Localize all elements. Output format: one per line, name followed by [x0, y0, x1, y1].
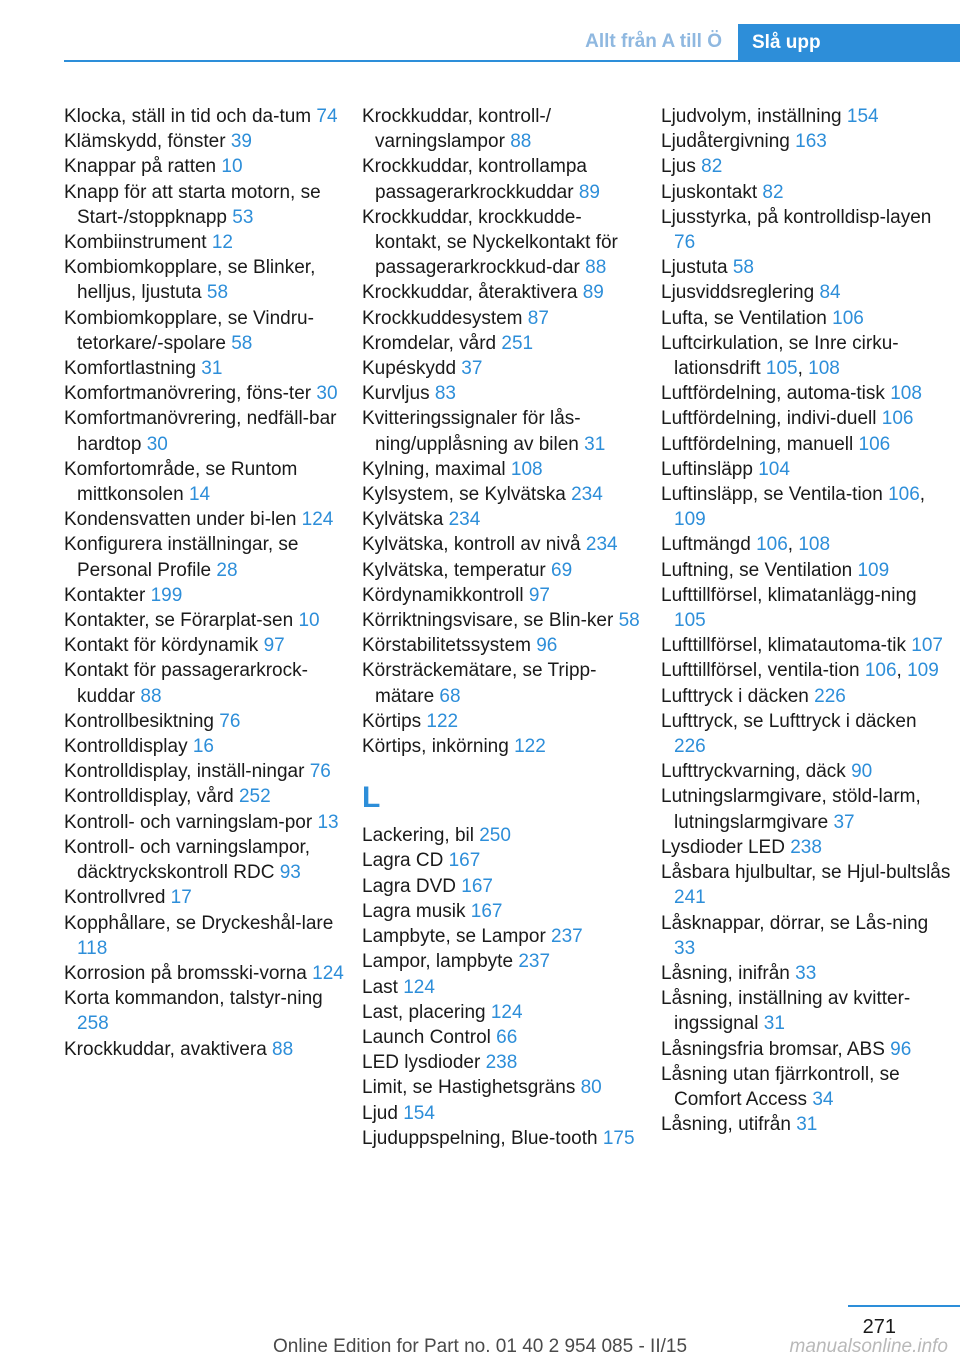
index-entry: [661, 911, 951, 961]
index-entry: [64, 154, 344, 179]
page-link[interactable]: 33: [674, 937, 696, 959]
index-entry: [661, 255, 951, 280]
page-link[interactable]: 69: [551, 559, 573, 581]
index-entry: [661, 331, 951, 381]
section-tab[interactable]: Allt från A till Ö: [564, 24, 734, 60]
edition-text: Online Edition for Part no. 01 40 2 954 085 - II/15: [272, 1336, 688, 1357]
page-link[interactable]: 252: [238, 786, 271, 808]
page-link[interactable]: 109: [674, 509, 706, 531]
index-term: Komfortområde, se Runtom mittkonsolen: [64, 458, 298, 506]
page-separator: ,: [896, 660, 908, 682]
index-entry: [64, 810, 344, 835]
index-entry: [661, 684, 951, 709]
index-entry: [362, 154, 644, 204]
page-link[interactable]: 88: [510, 131, 532, 153]
page-link[interactable]: 109: [907, 660, 939, 682]
page-link[interactable]: 82: [701, 156, 723, 178]
index-term: Ljudåtergivning: [661, 131, 790, 153]
index-term: Luftinsläpp, se Ventila-tion: [661, 484, 883, 506]
index-term: Krockkuddar, kontroll-/ varningslampor: [362, 106, 552, 153]
index-term: Ljud: [362, 1102, 398, 1124]
index-entry: [64, 759, 344, 784]
page-link[interactable]: 97: [263, 635, 285, 657]
index-term: Knapp för att starta motorn, se Start-/stoppknapp: [64, 181, 321, 228]
index-term: Kombiinstrument: [64, 232, 207, 254]
index-entry: [661, 482, 951, 532]
index-entry: [64, 104, 344, 129]
index-term: Lagra DVD: [362, 875, 456, 897]
page-link[interactable]: 14: [188, 484, 211, 506]
page-link[interactable]: 31: [584, 433, 606, 455]
page-link[interactable]: 154: [403, 1102, 435, 1124]
page-link[interactable]: 226: [814, 685, 846, 707]
index-term: LED lysdioder: [362, 1052, 481, 1074]
index-entry: [64, 885, 344, 910]
index-term: Ljusviddsreglering: [661, 282, 815, 304]
page-link[interactable]: 167: [461, 875, 493, 897]
index-entry: [661, 583, 951, 633]
page-link[interactable]: 108: [798, 534, 831, 556]
index-entry: [362, 583, 644, 608]
index-entry: [661, 406, 951, 431]
page-link[interactable]: 17: [170, 887, 192, 909]
page-link[interactable]: 106: [864, 660, 897, 682]
index-term: Kombiomkopplare, se Blinker, helljus, ljustuta: [64, 257, 316, 304]
index-term: Ljuskontakt: [661, 181, 758, 203]
page-number: 271: [862, 1316, 896, 1338]
page-link[interactable]: 96: [890, 1038, 912, 1060]
page-link[interactable]: 12: [211, 232, 233, 254]
index-entry: [64, 406, 344, 456]
index-entry: [64, 734, 344, 759]
index-term: Krockkuddesystem: [362, 307, 523, 329]
index-term: Lufttillförsel, klimatautoma-tik: [661, 635, 906, 657]
index-entry: [362, 924, 644, 949]
index-term: Kontrolldisplay, vård: [64, 786, 234, 808]
index-term: Ljustuta: [661, 257, 728, 279]
index-term: Kontrollvred: [64, 887, 166, 909]
index-entry: [661, 280, 951, 305]
index-entry: [64, 457, 344, 507]
page-link[interactable]: 106: [881, 408, 914, 430]
page-link[interactable]: 124: [490, 1001, 523, 1023]
index-term: Ljudvolym, inställning: [661, 106, 842, 127]
index-term: Kombiomkopplare, se Vindru-tetorkare/-spolare: [64, 307, 314, 354]
index-entry: [362, 734, 644, 759]
index-term: Låsning, inifrån: [661, 962, 790, 984]
index-term: Lufttillförsel, klimatanlägg-ning: [661, 584, 917, 606]
index-entry: [661, 759, 951, 784]
page-link[interactable]: 66: [496, 1026, 518, 1048]
page-link[interactable]: 31: [763, 1013, 785, 1035]
index-entry: [661, 658, 951, 683]
index-entry: [661, 961, 951, 986]
index-entry: [64, 255, 344, 305]
page-link[interactable]: 167: [448, 850, 481, 872]
page-link[interactable]: 251: [501, 332, 534, 354]
index-entry: [661, 1062, 951, 1112]
footer-rule: [848, 1305, 960, 1307]
index-entry: [661, 154, 951, 179]
index-entry: [362, 457, 644, 482]
index-entry: [362, 507, 644, 532]
page-link[interactable]: 237: [551, 926, 583, 948]
index-term: Körriktningsvisare, se Blin-ker: [362, 610, 614, 632]
index-term: Konfigurera inställningar, se Personal Profile: [64, 534, 299, 581]
index-entry: [362, 1101, 644, 1126]
page-link[interactable]: 167: [470, 900, 503, 922]
index-term: Kontakter, se Förarplat-sen: [64, 610, 294, 632]
index-entry: [64, 986, 344, 1036]
index-term: Kylsystem, se Kylvätska: [362, 484, 566, 506]
index-term: Komfortmanövrering, föns-ter: [64, 383, 312, 405]
page-link[interactable]: 124: [312, 962, 344, 984]
page-link[interactable]: 83: [434, 383, 456, 405]
index-entry: [362, 823, 644, 848]
index-term: Körtips: [362, 710, 422, 732]
index-term: Körtips, inkörning: [362, 736, 509, 758]
index-term: Kupéskydd: [362, 358, 457, 380]
index-term: Kontakt för kördynamik: [64, 635, 259, 657]
page-link[interactable]: 199: [150, 584, 183, 606]
lookup-tab[interactable]: Slå upp: [738, 24, 960, 62]
page-link[interactable]: 124: [403, 976, 435, 998]
index-term: Lufttillförsel, ventila-tion: [661, 660, 860, 682]
page-separator: ,: [787, 534, 799, 556]
index-entry: [661, 306, 951, 331]
index-entry: [362, 205, 644, 281]
page-link[interactable]: 89: [582, 282, 604, 304]
page-link[interactable]: 28: [216, 559, 238, 581]
index-term: Korta kommandon, talstyr-ning: [64, 988, 323, 1010]
page-link[interactable]: 80: [580, 1077, 602, 1099]
index-entry: [64, 532, 344, 582]
index-entry: [362, 482, 644, 507]
index-term: Låsning utan fjärrkontroll, se Comfort Access: [661, 1063, 900, 1110]
page-link[interactable]: 122: [514, 736, 546, 758]
index-term: Launch Control: [362, 1026, 491, 1048]
index-term: Luftning, se Ventilation: [661, 559, 853, 581]
index-term: Lutningslarmgivare, stöld-larm, lutningslarmgivare: [661, 786, 921, 833]
index-entry: [661, 432, 951, 457]
index-entry: [362, 608, 644, 633]
index-term: Luftfördelning, manuell: [661, 433, 854, 455]
index-entry: [362, 874, 644, 899]
page-link[interactable]: 76: [309, 761, 331, 783]
index-entry: [661, 180, 951, 205]
index-column-3: [661, 104, 951, 1137]
index-entry: [661, 1037, 951, 1062]
page-link[interactable]: 16: [192, 736, 214, 758]
index-term: Luftfördelning, automa-tisk: [661, 383, 885, 405]
index-term: Lackering, bil: [362, 825, 474, 847]
index-term: Kontroll- och varningslam-por: [64, 811, 313, 833]
index-entry: [64, 230, 344, 255]
index-term: Körstabilitetssystem: [362, 635, 531, 657]
index-entry: [661, 558, 951, 583]
page-link[interactable]: 258: [77, 1013, 109, 1035]
page-link[interactable]: 88: [140, 685, 162, 707]
index-term: Luftmängd: [661, 534, 751, 556]
page-separator: ,: [919, 484, 926, 506]
page-link[interactable]: 33: [795, 962, 817, 984]
index-term: Limit, se Hastighetsgräns: [362, 1077, 576, 1099]
index-entry: [64, 507, 344, 532]
page-link[interactable]: 122: [426, 710, 459, 732]
page-link[interactable]: 106: [832, 307, 864, 329]
index-entry: [661, 457, 951, 482]
index-term: Kylvätska: [362, 509, 444, 531]
page-link[interactable]: 154: [846, 106, 879, 127]
page-link[interactable]: 82: [762, 181, 784, 203]
index-entry: [661, 835, 951, 860]
index-term: Komfortlastning: [64, 358, 197, 380]
index-term: Knappar på ratten: [64, 156, 217, 178]
page-link[interactable]: 10: [221, 156, 243, 178]
index-entry: [362, 709, 644, 734]
page-link[interactable]: 108: [510, 458, 543, 480]
index-term: Klocka, ställ in tid och da-tum: [64, 106, 312, 127]
index-term: Last: [362, 976, 398, 998]
index-column-1: [64, 104, 344, 1062]
page-link[interactable]: 226: [674, 736, 706, 758]
index-term: Kontrolldisplay, inställ-ningar: [64, 761, 305, 783]
page-link[interactable]: 234: [571, 484, 603, 506]
index-term: Körsträckemätare, se Tripp-mätare: [362, 660, 597, 707]
index-entry: [362, 406, 644, 456]
page-link[interactable]: 88: [585, 257, 607, 279]
page-link[interactable]: 97: [528, 584, 550, 606]
page-link[interactable]: 84: [819, 282, 841, 304]
index-entry: [362, 848, 644, 873]
page-link[interactable]: 93: [279, 862, 301, 884]
page-link[interactable]: 87: [527, 307, 549, 329]
index-entry: [661, 104, 951, 129]
index-entry: [64, 129, 344, 154]
index-entry: [362, 104, 644, 154]
page-link[interactable]: 96: [536, 635, 558, 657]
index-entry: [362, 1000, 644, 1025]
watermark: manualsonline.info: [789, 1336, 948, 1357]
page-link[interactable]: 37: [833, 811, 855, 833]
index-term: Ljuduppspelning, Blue-tooth: [362, 1127, 598, 1149]
page-link[interactable]: 30: [146, 433, 168, 455]
index-term: Låsknappar, dörrar, se Lås-ning: [661, 912, 929, 934]
index-entry: [362, 356, 644, 381]
page-link[interactable]: 34: [812, 1088, 834, 1110]
index-term: Klämskydd, fönster: [64, 131, 226, 153]
index-entry: [362, 1075, 644, 1100]
index-term: Kromdelar, vård: [362, 332, 497, 354]
page-link[interactable]: 250: [479, 825, 511, 847]
index-term: Kopphållare, se Dryckeshål-lare: [64, 912, 334, 934]
index-entry: [661, 633, 951, 658]
page-link[interactable]: 105: [674, 610, 706, 632]
page-link[interactable]: 58: [206, 282, 229, 304]
page-link[interactable]: 31: [796, 1114, 818, 1136]
index-term: Lufta, se Ventilation: [661, 307, 827, 329]
page-link[interactable]: 10: [298, 610, 320, 632]
page-link[interactable]: 74: [316, 106, 338, 127]
page-link[interactable]: 124: [301, 509, 334, 531]
index-entry: [661, 709, 951, 759]
index-entry: [661, 1112, 951, 1137]
index-term: Kördynamikkontroll: [362, 584, 524, 606]
index-term: Lampor, lampbyte: [362, 951, 514, 973]
index-term: Kondensvatten under bi-len: [64, 509, 297, 531]
page-link[interactable]: 30: [316, 383, 338, 405]
page-link[interactable]: 237: [518, 951, 551, 973]
index-term: Luftfördelning, indivi-duell: [661, 408, 877, 430]
index-entry: [661, 860, 951, 910]
index-term: Kontakt för passagerarkrock-kuddar: [64, 660, 308, 707]
page-link[interactable]: 109: [857, 559, 890, 581]
index-term: Krockkuddar, krockkudde-kontakt, se Nyckelkontakt för passagerarkrockkud-dar: [362, 206, 618, 279]
index-term: Ljus: [661, 156, 696, 178]
index-term: Lampbyte, se Lampor: [362, 926, 546, 948]
page-link[interactable]: 68: [439, 685, 461, 707]
page-link[interactable]: 108: [808, 358, 840, 380]
page-link[interactable]: 108: [890, 383, 922, 405]
index-term: Korrosion på bromsski-vorna: [64, 962, 307, 984]
index-entry: [64, 835, 344, 885]
page-link[interactable]: 238: [790, 836, 822, 858]
page-link[interactable]: 76: [674, 232, 696, 254]
index-entry: [661, 532, 951, 557]
index-term: Kurvljus: [362, 383, 430, 405]
index-term: Krockkuddar, kontrollampa passagerarkrockkuddar: [362, 156, 587, 203]
index-term: Låsning, utifrån: [661, 1114, 791, 1136]
section-letter: L: [362, 781, 381, 815]
index-entry: [362, 658, 644, 708]
page-separator: ,: [797, 358, 809, 380]
page-link[interactable]: 106: [756, 534, 788, 556]
page-link[interactable]: 37: [461, 358, 483, 380]
index-term: Kvitteringssignaler för lås-ning/upplåsning av bilen: [362, 408, 581, 455]
index-term: Krockkuddar, återaktivera: [362, 282, 578, 304]
index-entry: [362, 633, 644, 658]
index-term: Krockkuddar, avaktivera: [64, 1038, 267, 1060]
page-link[interactable]: 175: [602, 1127, 635, 1149]
index-term: Kylvätska, kontroll av nivå: [362, 534, 581, 556]
index-entry: [362, 1126, 644, 1151]
index-entry: [64, 1037, 344, 1062]
index-entry: [661, 205, 951, 255]
index-term: Låsbara hjulbultar, se Hjul-bultslås: [661, 862, 951, 884]
page-link[interactable]: 238: [485, 1052, 518, 1074]
page-link[interactable]: 89: [578, 181, 600, 203]
page-link[interactable]: 88: [272, 1038, 294, 1060]
page-link[interactable]: 90: [851, 761, 873, 783]
index-term: Lufttryck i däcken: [661, 685, 809, 707]
index-entry: [362, 899, 644, 924]
index-term: Kontrolldisplay: [64, 736, 188, 758]
page-link[interactable]: 107: [911, 635, 943, 657]
index-term: Komfortmanövrering, nedfäll-bar hardtop: [64, 408, 337, 455]
index-column-2: [362, 104, 644, 1151]
index-term: Lysdioder LED: [661, 836, 785, 858]
index-term: Kylvätska, temperatur: [362, 559, 546, 581]
page-link[interactable]: 31: [201, 358, 223, 380]
index-entry: [362, 532, 644, 557]
header-bar: [0, 0, 960, 62]
index-entry: [362, 306, 644, 331]
page-link[interactable]: 58: [618, 610, 640, 632]
page-link[interactable]: 105: [765, 358, 798, 380]
index-entry: [362, 949, 644, 974]
page-link[interactable]: 58: [231, 332, 253, 354]
index-entry: [362, 381, 644, 406]
index-term: Lagra CD: [362, 850, 444, 872]
page-link[interactable]: 53: [232, 206, 254, 228]
index-entry: [362, 1025, 644, 1050]
index-entry: [64, 180, 344, 230]
index-entry: [661, 129, 951, 154]
index-entry: [64, 961, 344, 986]
page-link[interactable]: 39: [230, 131, 252, 153]
index-entry: [64, 709, 344, 734]
index-entry: [64, 583, 344, 608]
index-term: Lufttryck, se Lufttryck i däcken: [661, 710, 917, 732]
index-term: Last, placering: [362, 1001, 486, 1023]
page-link[interactable]: 241: [674, 887, 706, 909]
page-link[interactable]: 58: [732, 257, 754, 279]
page-link[interactable]: 76: [219, 710, 241, 732]
index-entry: [64, 381, 344, 406]
page-link[interactable]: 234: [448, 509, 481, 531]
index-term: Kylning, maximal: [362, 458, 506, 480]
index-term: Låsningsfria bromsar, ABS: [661, 1038, 885, 1060]
page-link[interactable]: 104: [758, 458, 790, 480]
page-link[interactable]: 106: [858, 433, 891, 455]
page-link[interactable]: 118: [77, 937, 108, 959]
index-entry: [64, 633, 344, 658]
index-term: Luftcirkulation, se Inre cirku-lationsdrift: [661, 332, 899, 380]
index-entry: [362, 558, 644, 583]
index-entry: [64, 356, 344, 381]
page-link[interactable]: 13: [317, 811, 339, 833]
index-entry: [64, 784, 344, 809]
index-term: Ljusstyrka, på kontrolldisp-layen: [661, 206, 932, 228]
index-entry: [64, 608, 344, 633]
index-term: Lagra musik: [362, 900, 466, 922]
index-term: Kontroll- och varningslampor, däcktryckskontroll RDC: [64, 836, 311, 884]
index-entry: [661, 986, 951, 1036]
index-term: Kontrollbesiktning: [64, 710, 214, 732]
index-entry: [362, 331, 644, 356]
index-entry: [362, 280, 644, 305]
index-entry: [362, 1050, 644, 1075]
index-entry: [64, 306, 344, 356]
page-link[interactable]: 234: [585, 534, 618, 556]
index-entry: [64, 911, 344, 961]
page-link[interactable]: 163: [795, 131, 827, 153]
page-link[interactable]: 106: [888, 484, 920, 506]
index-term: Låsning, inställning av kvitter-ingssignal: [661, 988, 911, 1035]
index-entry: [64, 658, 344, 708]
index-term: Kontakter: [64, 584, 146, 606]
index-entry: [661, 381, 951, 406]
index-entry: [661, 784, 951, 834]
index-entry: [362, 975, 644, 1000]
index-term: Luftinsläpp: [661, 458, 753, 480]
index-term: Lufttryckvarning, däck: [661, 761, 846, 783]
header-rule: [64, 60, 960, 62]
